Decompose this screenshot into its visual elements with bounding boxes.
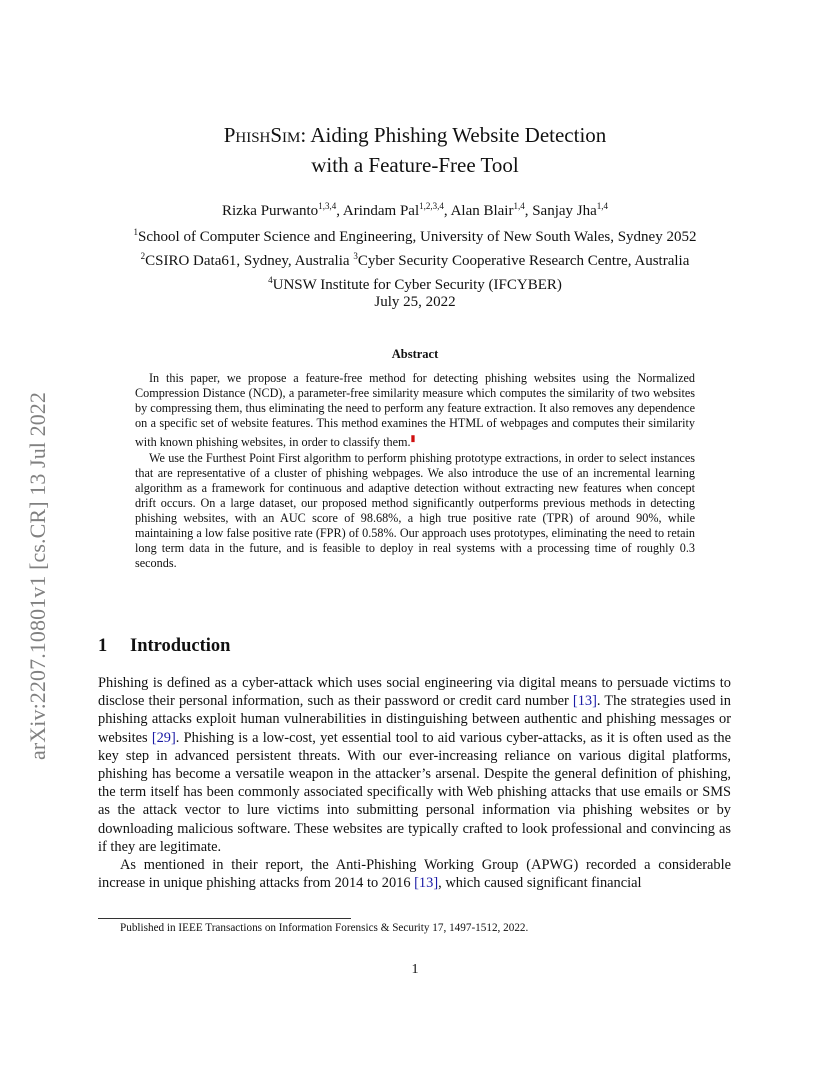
title-line-1-rest: : Aiding Phishing Website Detection [300,123,607,147]
affiliation-line [90,247,740,271]
author-list: Rizka Purwanto$^{1,3,4}$, Arindam Pal$^{1,2,3,4}$, Alan Blair$^{1,4}$, Sanjay Jha$^{1,4}$ [221,201,609,219]
citation-link[interactable]: [13] [572,693,597,710]
body-paragraph [98,674,731,856]
citation-link[interactable]: [13] [414,875,439,892]
abstract-body [135,371,695,571]
affiliation-line [90,223,740,247]
affiliations [90,223,740,295]
footnote-rule [98,918,351,919]
body-text-run: Phishing is defined as a cyber-attack which uses social engineering via digital means to persuade victims to disclose their personal information, such as their password or credit card number [98,675,731,710]
author-name: Arindam Pal [342,203,420,219]
body-text-run: . The strategies used in phishing attacks exploit human vulnerabilities in distinguishing between authentic and phishing messages or websites [98,693,731,746]
affiliation-text: CSIRO Data61, Sydney, Australia [145,253,350,269]
abstract-paragraph [135,371,695,451]
footnote-link-marker[interactable]: ▮ [410,433,416,444]
author-name: Alan Blair [450,203,514,219]
page-number: 1 [411,962,419,977]
author-affiliation-marker: 1,3,4 [318,201,337,211]
affiliation-text: UNSW Institute for Cyber Security (IFCYBER) [272,277,562,293]
section-title: Introduction [130,636,231,656]
author-name: Rizka Purwanto [221,203,319,219]
citation-link[interactable]: [29] [151,729,176,746]
body-text-run: . Phishing is a low-cost, yet essential tool to aid various cyber-attacks, as it is often used as the key step in advanced persistent threats. With our ever-increasing reliance on various digital platforms, phishing has become a versatile weapon in the attacker’s arsenal. Despite the general definition of phishing, the term itself has been commonly associated specifically with Web phishing attacks that use emails or SMS as the attack vector to lure victims into submitting personal information via phishing websites or by downloading malicious software. These websites are typically crafted to look professional and convincing as if they are legitimate. [98,729,731,855]
abstract-paragraph: We use the Furthest Point First algorithm to perform phishing prototype extractions, in order to select instances that are representative of a cluster of phishing webpages. We also introduce the use of an incremental learning algorithm as a framework for continuous and adaptive detection without extracting new features when concept drift occurs. On a large dataset, our proposed method significantly outperforms previous methods in detecting phishing websites, with an AUC score of 98.68%, a high true positive rate (TPR) of around 90%, while maintaining a low false positive rate (FPR) of 0.58%. Our approach uses prototypes, eliminating the need to retain long term data in the future, and is feasible to deploy in real systems with a processing time of roughly 0.3 seconds. [135,450,695,571]
title-system-name: PhishSim [223,123,301,147]
affiliation-text: Cyber Security Cooperative Research Centre, Australia [357,253,690,269]
affiliation-line [90,271,740,295]
body-text [98,674,731,892]
title-line-2: with a Feature-Free Tool [311,153,519,177]
body-text-run: , which caused significant financial [438,875,642,892]
paper-date: July 25, 2022 [374,294,456,310]
author-name: Sanjay Jha [532,203,597,219]
author-affiliation-marker: 1,4 [596,201,609,211]
abstract-heading: Abstract [391,347,439,361]
section-heading [98,636,230,657]
author-affiliation-marker: 1,4 [513,201,525,211]
affiliation-marker: 2 [140,251,146,261]
body-text-run: As mentioned in their report, the Anti-Phishing Working Group (APWG) recorded a considerable increase in unique phishing attacks from 2014 to 2016 [98,857,731,892]
paper-title [90,120,740,180]
title-line-1 [90,120,740,150]
arxiv-identifier: arXiv:2207.10801v1 [cs.CR] 13 Jul 2022 [25,391,50,760]
section-number: 1 [98,636,108,656]
author-affiliation-marker: 1,2,3,4 [419,201,444,211]
affiliation-marker: 4 [268,275,273,285]
footnote: Published in IEEE Transactions on Information Forensics & Security 17, 1497-1512, 2022. [120,922,529,934]
affiliation-marker: 3 [353,251,358,261]
body-paragraph [98,856,731,892]
affiliation-text: School of Computer Science and Engineering, University of New South Wales, Sydney 2052 [138,229,697,245]
affiliation-marker: 1 [133,227,139,237]
abstract-paragraph-text: In this paper, we propose a feature-free method for detecting phishing websites using the Normalized Compression Distance (NCD), a parameter-free similarity measure which computes the similarity of two websites by compressing them, thus eliminating the need to perform any feature extraction. It also removes any dependence on a specific set of website features. This method examines the HTML of webpages and computes their similarity with known phishing websites, in order to classify them. [135,371,695,450]
